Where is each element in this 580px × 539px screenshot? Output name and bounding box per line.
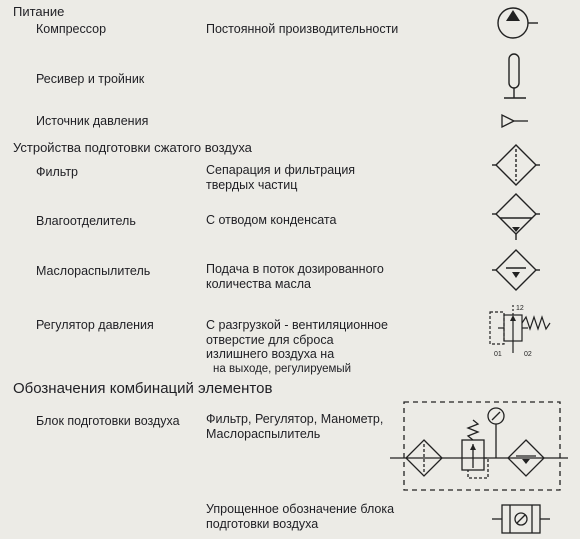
simplified-service-unit-symbol <box>490 500 552 538</box>
item-name-service-unit: Блок подготовки воздуха <box>36 414 180 428</box>
item-name-compressor: Компрессор <box>36 22 107 36</box>
item-desc-water-separator: С отводом конденсата <box>206 213 337 227</box>
section-title-combinations: Обозначения комбинаций элементов <box>13 380 273 397</box>
section-title-supply: Питание <box>13 4 65 19</box>
pressure-source-symbol <box>498 112 532 130</box>
item-name-receiver: Ресивер и тройник <box>36 72 145 86</box>
item-desc-compressor: Постоянной производительности <box>206 22 399 36</box>
item-desc-filter-line2: твердых частиц <box>206 178 298 192</box>
item-name-lubricator: Маслораспылитель <box>36 264 151 278</box>
item-name-regulator: Регулятор давления <box>36 318 154 332</box>
regulator-port-in-label: 01 <box>494 351 502 358</box>
water-separator-symbol <box>492 192 540 242</box>
filter-symbol <box>492 143 540 187</box>
item-desc-service-unit-line2: Маслораспылитель <box>206 427 321 441</box>
receiver-tee-symbol <box>500 50 530 104</box>
item-name-water-separator: Влагоотделитель <box>36 214 136 228</box>
compressor-symbol <box>490 2 540 44</box>
item-desc-filter-line1: Сепарация и фильтрация <box>206 163 356 177</box>
section-title-air-prep: Устройства подготовки сжатого воздуха <box>13 140 252 155</box>
item-desc-simplified-unit-line1: Упрощенное обозначение блока <box>206 502 395 516</box>
item-desc-regulator-line1: С разгрузкой - вентиляционное <box>206 318 388 332</box>
pressure-regulator-symbol <box>480 303 552 361</box>
item-desc-lubricator-line1: Подача в поток дозированного <box>206 262 384 276</box>
item-desc-service-unit-line1: Фильтр, Регулятор, Манометр, <box>206 412 384 426</box>
item-name-filter: Фильтр <box>36 165 78 179</box>
lubricator-symbol <box>492 248 540 296</box>
air-service-unit-symbol <box>388 398 570 496</box>
item-desc-regulator-line4: на выходе, регулируемый <box>213 363 352 375</box>
regulator-port-top-label: 12 <box>516 305 524 312</box>
item-desc-simplified-unit-line2: подготовки воздуха <box>206 517 319 531</box>
item-name-pressure-source: Источник давления <box>36 114 149 128</box>
item-desc-regulator-line3: излишнего воздуха на <box>206 347 335 361</box>
regulator-port-out-label: 02 <box>524 351 532 358</box>
item-desc-regulator-line2: отверстие для сброса <box>206 333 334 347</box>
item-desc-lubricator-line2: количества масла <box>206 277 311 291</box>
